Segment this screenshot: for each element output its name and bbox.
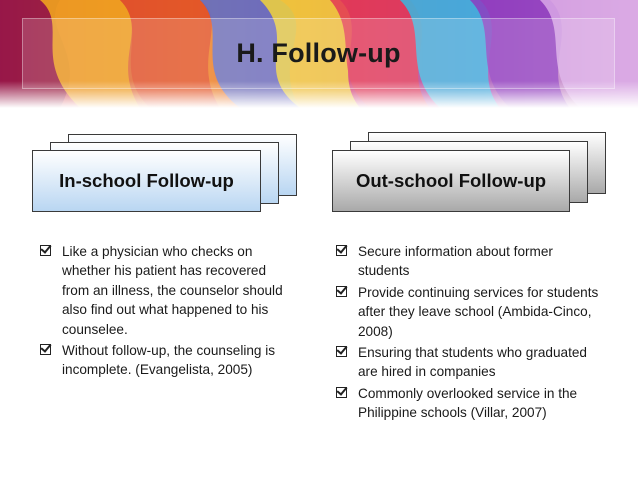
in-school-header: In-school Follow-up [59,170,234,191]
title-box [22,18,615,89]
list-item [336,283,608,341]
header-banner [0,0,638,108]
out-school-bullet-list [336,242,608,425]
bullet-text: Like a physician who checks on whether his patient has recovered from an illness, the counselor should also find out what happened to his counselee. [62,244,283,337]
checkbox-bullet-icon [336,387,347,398]
bullet-text: Without follow-up, the counseling is incomplete. (Evangelista, 2005) [62,343,276,378]
checkbox-bullet-icon [40,245,51,256]
bullet-text: Provide continuing services for students after they leave school (Ambida-Cinco, 2008) [358,284,599,339]
list-item [336,242,608,281]
list-item [40,341,290,380]
checkbox-bullet-icon [336,346,347,357]
bullet-text: Secure information about former students [358,244,553,279]
left-card-front [32,150,261,212]
bullet-text: Commonly overlooked service in the Philippine schools (Villar, 2007) [358,385,578,421]
list-item [336,384,608,423]
right-card-front [332,150,570,212]
checkbox-bullet-icon [336,245,347,256]
out-school-header: Out-school Follow-up [355,170,547,191]
list-item [336,343,608,382]
in-school-bullet-list [40,242,290,382]
checkbox-bullet-icon [40,344,51,355]
list-item [40,242,290,339]
slide-title: H. Follow-up [236,38,401,68]
bullet-text: Ensuring that students who graduated are hired in companies [358,345,587,380]
checkbox-bullet-icon [336,286,347,297]
